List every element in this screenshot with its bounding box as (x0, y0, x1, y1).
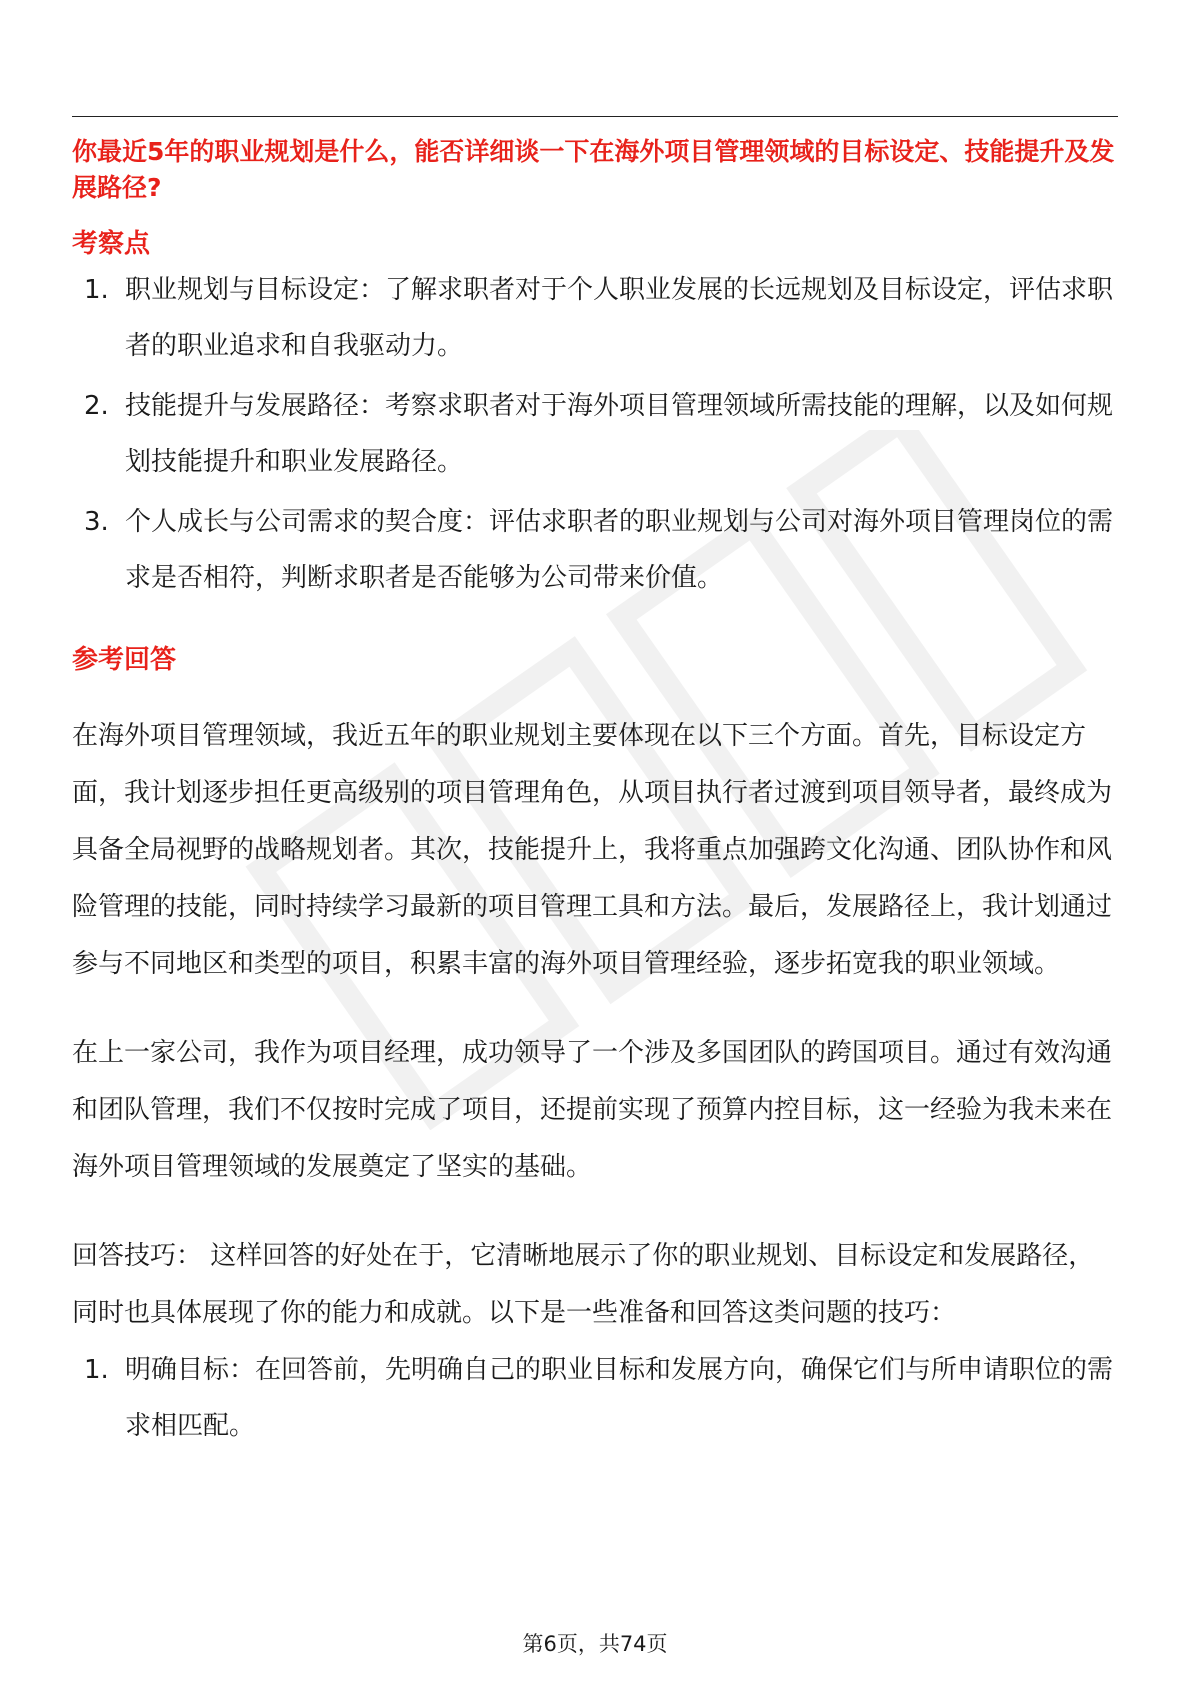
answer-tips-paragraph: 回答技巧： 这样回答的好处在于，它清晰地展示了你的职业规划、目标设定和发展路径，同时也具体展现了你的能力和成就。以下是一些准备和回答这类问题的技巧： (72, 1241, 1095, 1328)
list-item-text: 技能提升与发展路径：考察求职者对于海外项目管理领域所需技能的理解，以及如何规划技能提升和职业发展路径。 (125, 391, 1114, 477)
list-number: 1. (84, 1355, 109, 1385)
list-number: 1. (84, 275, 109, 305)
answer-paragraph: 在海外项目管理领域，我近五年的职业规划主要体现在以下三个方面。首先，目标设定方面，我计划逐步担任更高级别的项目管理角色，从项目执行者过渡到项目领导者，最终成为具备全局视野的战略规划者。其次，技能提升上，我将重点加强跨文化沟通、团队协作和风险管理的技能，同时持续学习最新的项目管理工具和方法。最后，发展路径上，我计划通过参与不同地区和类型的项目，积累丰富的海外项目管理经验，逐步拓宽我的职业领域。 (72, 721, 1113, 979)
page-footer: 第6页，共74页 (522, 1632, 668, 1656)
list-item (72, 1342, 1118, 1454)
list-number: 2. (84, 391, 109, 421)
list-number: 3. (84, 507, 109, 537)
list-item-text: 个人成长与公司需求的契合度：评估求职者的职业规划与公司对海外项目管理岗位的需求是否相符，判断求职者是否能够为公司带来价值。 (125, 507, 1114, 593)
question-heading: 你最近5年的职业规划是什么，能否详细谈一下在海外项目管理领域的目标设定、技能提升及发展路径? (72, 137, 1115, 202)
answer-tips-list (72, 1342, 1118, 1454)
section-heading-cankaohuida: 参考回答 (72, 645, 177, 675)
section-heading-kaochadian: 考察点 (72, 229, 151, 259)
list-item-text: 职业规划与目标设定：了解求职者对于个人职业发展的长远规划及目标设定，评估求职者的职业追求和自我驱动力。 (125, 275, 1114, 361)
list-item (72, 494, 1118, 606)
content (72, 134, 1118, 1458)
list-item-text: 明确目标：在回答前，先明确自己的职业目标和发展方向，确保它们与所申请职位的需求相匹配。 (125, 1355, 1114, 1441)
answer-paragraph: 在上一家公司，我作为项目经理，成功领导了一个涉及多国团队的跨国项目。通过有效沟通和团队管理，我们不仅按时完成了项目，还提前实现了预算内控目标，这一经验为我未来在海外项目管理领域的发展奠定了坚实的基础。 (72, 1038, 1113, 1182)
list-item (72, 262, 1118, 374)
assessment-points-list (72, 262, 1118, 606)
top-rule (72, 116, 1118, 117)
list-item (72, 378, 1118, 490)
